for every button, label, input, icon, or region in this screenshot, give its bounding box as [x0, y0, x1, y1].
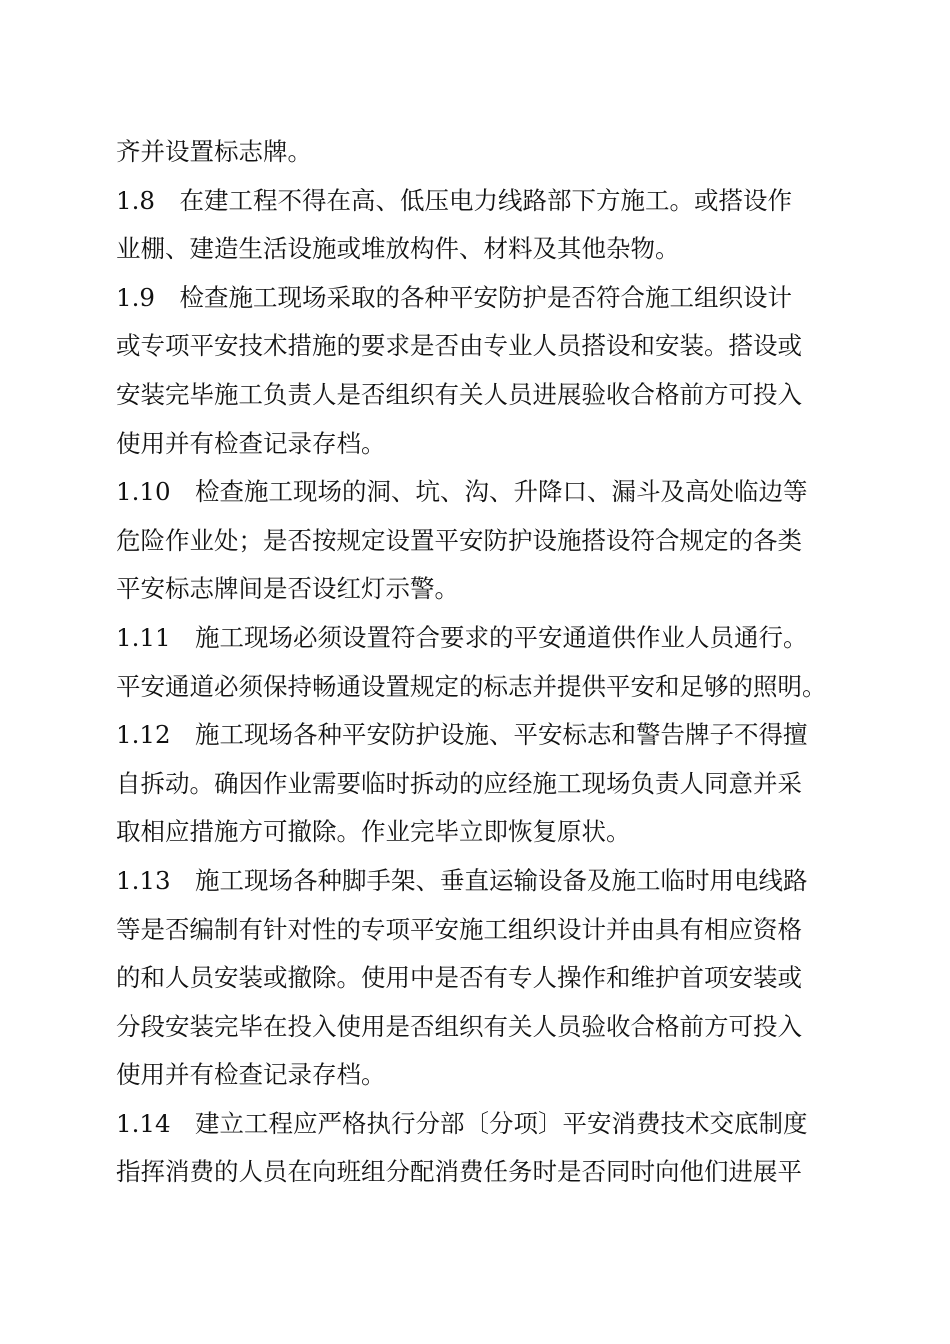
text-line: 等是否编制有针对性的专项平安施工组织设计并由具有相应资格	[116, 914, 802, 944]
text-line: 齐并设置标志牌。	[116, 137, 312, 166]
text-line: 使用并有检查记录存档。	[116, 1060, 386, 1090]
text-line: 分段安装完毕在投入使用是否组织有关人员验收合格前方可投入	[116, 1011, 802, 1041]
text-line: 自拆动。确因作业需要临时拆动的应经施工现场负责人同意并采	[116, 768, 802, 798]
text-line: 或专项平安技术措施的要求是否由专业人员搭设和安装。搭设或	[116, 331, 802, 361]
text-line: 的和人员安装或撤除。使用中是否有专人操作和维护首项安装或	[116, 963, 802, 993]
text-line: 1.8 在建工程不得在高、低压电力线路部下方施工。或搭设作	[116, 185, 792, 215]
document-body	[116, 128, 846, 1197]
text-line: 1.11 施工现场必须设置符合要求的平安通道供作业人员通行。	[116, 622, 808, 652]
text-line: 1.9 检查施工现场采取的各种平安防护是否符合施工组织设计	[116, 282, 792, 312]
text-line: 1.14 建立工程应严格执行分部〔分项〕平安消费技术交底制度	[116, 1108, 808, 1138]
text-line: 业棚、建造生活设施或堆放构件、材料及其他杂物。	[116, 234, 680, 264]
text-line: 平安通道必须保持畅通设置规定的标志并提供平安和足够的照明。	[116, 671, 827, 701]
text-line: 1.13 施工现场各种脚手架、垂直运输设备及施工临时用电线路	[116, 865, 808, 895]
text-line: 安装完毕施工负责人是否组织有关人员进展验收合格前方可投入	[116, 379, 802, 409]
text-line: 1.10 检查施工现场的洞、坑、沟、升降口、漏斗及高处临边等	[116, 477, 808, 507]
text-line: 1.12 施工现场各种平安防护设施、平安标志和警告牌子不得擅	[116, 720, 808, 750]
text-line: 危险作业处；是否按规定设置平安防护设施搭设符合规定的各类	[116, 525, 802, 555]
text-line: 取相应措施方可撤除。作业完毕立即恢复原状。	[116, 817, 631, 847]
text-line: 指挥消费的人员在向班组分配消费任务时是否同时向他们进展平	[116, 1157, 802, 1187]
text-line: 使用并有检查记录存档。	[116, 428, 386, 458]
text-line: 平安标志牌间是否设红灯示警。	[116, 574, 459, 604]
